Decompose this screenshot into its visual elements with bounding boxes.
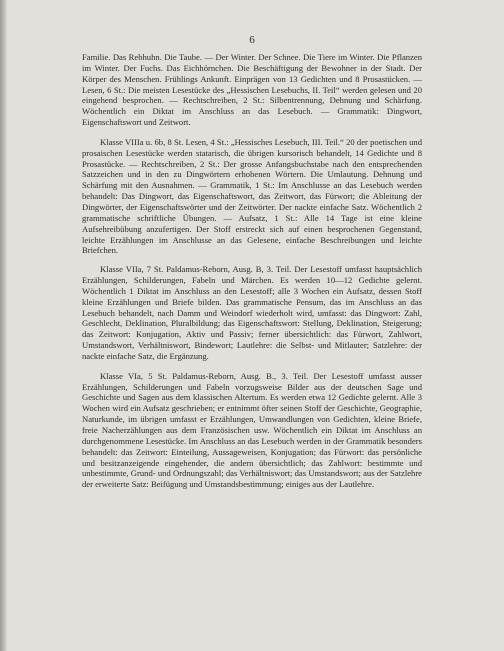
paragraph-2: Klasse VIIIa u. 6b, 8 St. Lesen, 4 St.: „Hessisches Lesebuch, III. Teil.“ 20 der poetischen und prosaischen Lesestücke werden statarisch, die übrigen kursorisch behandelt, 14 Gedichte und 8 Prosastücke. — Rechtschreiben, 2 St.: Der grosse Anfangsbuchstabe nach den entsprechenden Satzzeichen und in den zu Dingwörtern erhobenen Wörtern. Die Umlautung. Dehnung und Schärfung mit den Ausnahmen. — Grammatik, 1 St.: Im Anschlusse an das Lesebuch werden behandelt: Das Dingwort, das Eigenschaftswort, das Zeitwort, das Fürwort; die Ableitung der Dingwörter, der Eigenschaftswörter und der Zeitwörter. Der nackte einfache Satz. Wöchentlich 2 grammatische schriftliche Übungen. — Aufsatz, 1 St.: Alle 14 Tage ist eine kleine Aufsehreibübung anzufertigen. Der Stoff erstreckt sich auf einen besprochenen Gegenstand, leichte Erzählungen im Anschlusse an das Gelesene, einfache Beschreibungen und leichte Briefchen. xyxy=(82,136,422,256)
paragraph-4: Klasse VIa, 5 St. Paldamus-Reborn, Ausg. B., 3. Teil. Der Lesestoff umfasst ausser Erzählungen, Schilderungen und Fabeln vorzugsweise Bilder aus der deutschen Sage und Geschichte und Sagen aus dem klassischen Altertum. Es werden etwa 12 Gedichte gelernt. Alle 3 Wochen wird ein Aufsatz geschrieben; er entnimmt öfter seinen Stoff der Geschichte, Geographie, Naturkunde, im übrigen umfasst er Erzählungen, Umwandlungen von Gedichten, kleine Briefe, freie Nacherzählungen aus dem Französischen usw. Wöchentlich ein Diktat im Anschluss an durchgenommene Lesestücke. Im Anschluss an das Lesebuch werden in der Grammatik besonders behandelt: das Zeitwort: Einteilung, Aussageweisen, Konjugation; das Fürwort: das persönliche und besitzanzeigende eingehender, die andern übersichtlich; das Zahlwort: bestimmte und unbestimmte, Grund- und Ordnungszahl; das Verhältniswort; das Umstandswort; aus der Satzlehre der erweiterte Satz: Beifügung und Umstandsbestimmung; einiges aus der Lautlehre. xyxy=(82,370,422,490)
page-number: 6 xyxy=(249,34,255,46)
paragraph-1: Familie. Das Rebhuhn. Die Taube. — Der Winter. Der Schnee. Die Tiere im Winter. Die Pflanzen im Winter. Der Fuchs. Das Eichhörnchen. Die Beschäftigung der Bewohner in der Stadt. Der Körper des Menschen. Frühlings Ankunft. Einprägen von 13 Gedichten und 8 Prosastücken. — Lesen, 6 St.: Die meisten Lesestücke des „Hessischen Lesebuchs, II. Teil“ werden gelesen und 20 eingehend besprochen. — Rechtschreiben, 2 St.: Silbentrennung, Dehnung und Schärfung. Wöchentlich ein Diktat im Anschluss an das Lesebuch. — Grammatik: Dingwort, Eigenschaftswort und Zeitwort. xyxy=(82,52,422,128)
page-binding-shadow xyxy=(0,0,7,651)
paragraph-3: Klasse VIIa, 7 St. Paldamus-Reborn, Ausg. B, 3. Teil. Der Lesestoff umfasst hauptsächlich Erzählungen, Schilderungen, Fabeln und Märchen. Es werden 10—12 Gedichte gelernt. Wöchentlich 1 Diktat im Anschluss an den Lesestoff; alle 3 Wochen ein Aufsatz, dessen Stoff kleine Erzählungen und Briefe bilden. Das grammatische Pensum, das im Anschluss an das Lesebuch behandelt, nach Damm und Weindorf wiederholt wird, umfasst: das Dingwort: Zahl, Geschlecht, Deklination, Pluralbildung; das Eigenschaftswort: Stellung, Deklination, Steigerung; das Zeitwort: Konjugation, Aktiv und Passiv; ferner übersichtlich: das Fürwort, Zahlwort, Umstandswort, Verhältniswort, Bindewort; Lautlehre: die Selbst- und Mitlauter; Satzlehre: der nackte einfache Satz, die Ergänzung. xyxy=(82,264,422,361)
body-text xyxy=(82,52,422,490)
